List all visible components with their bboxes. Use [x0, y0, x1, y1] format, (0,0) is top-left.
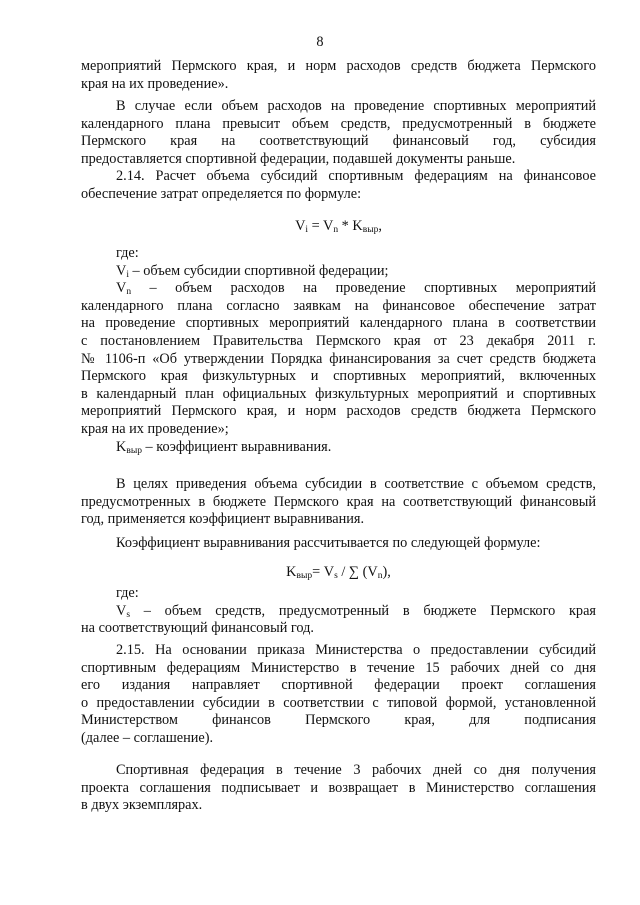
formula-subsidy: $V_i = V_n * K_{выр}$,	[295, 218, 382, 235]
text-line: о предоставлении субсидии в соответствии с типовой формой, установленной	[81, 694, 596, 711]
text-line: обеспечение затрат определяется по формуле:	[81, 185, 362, 202]
where-label: где:	[116, 585, 139, 601]
text-line: предоставляется спортивной федерации, подавшей документы раньше.	[81, 150, 516, 167]
definition-k: $K_{выр}$ – коэффициент выравнивания.	[116, 438, 332, 456]
paragraph-continuation	[81, 58, 596, 93]
paragraph-signing	[81, 762, 596, 815]
text-line: на соответствующий финансовый год.	[81, 620, 315, 637]
text-line: 2.14. Расчет объема субсидий спортивным федерациям на финансовое	[116, 168, 596, 185]
text-line: Коэффициент выравнивания рассчитывается по следующей формуле:	[116, 534, 541, 551]
text-line: края на их проведение»;	[81, 420, 229, 437]
text-line: (далее – соглашение).	[81, 729, 214, 746]
text-line: проекта соглашения подписывает и возвращает в Министерство соглашения	[81, 779, 596, 796]
text-line: с постановлением Правительства Пермского края от 23 декабря 2011 г.	[81, 332, 596, 349]
definition-vs: $V_s$ – объем средств, предусмотренный в бюджете Пермского края	[116, 602, 596, 620]
text-line: Пермского края физкультурных и спортивных мероприятий, включенных	[81, 368, 596, 385]
paragraph-subsidy-priority	[81, 98, 596, 204]
text-line: календарного плана превысит объем средств, предусмотренный в бюджете	[81, 115, 596, 132]
text-line: на проведение спортивных мероприятий календарного плана в соответствии	[81, 315, 596, 332]
text-line: год, применяется коэффициент выравнивания.	[81, 511, 365, 528]
text-line: края на их проведение».	[81, 75, 229, 92]
text-line: Министерством финансов Пермского края, для подписания	[81, 712, 596, 729]
definition-vn: $V_n$ – объем расходов на проведение спортивных мероприятий	[116, 280, 596, 298]
text-line: в двух экземплярах.	[81, 797, 203, 814]
text-line: Спортивная федерация в течение 3 рабочих дней со дня получения	[116, 762, 596, 778]
text-line: В целях приведения объема субсидии в соответствие с объемом средств,	[116, 476, 596, 492]
text-line: календарного плана согласно заявкам на финансовое обеспечение затрат	[81, 297, 596, 314]
where-label: где:	[116, 245, 139, 261]
text-line: В случае если объем расходов на проведение спортивных мероприятий	[116, 98, 596, 114]
text-line: спортивным федерациям Министерство в течение 15 рабочих дней со дня	[81, 659, 596, 676]
definitions	[81, 245, 596, 456]
text-line: 2.15. На основании приказа Министерства о предоставлении субсидий	[116, 642, 596, 658]
text-line: предусмотренных в бюджете Пермского края на соответствующий финансовый	[81, 493, 596, 510]
definition-vi: $V_i$ – объем субсидии спортивной федерации;	[116, 262, 389, 280]
page-number: 8	[316, 34, 324, 50]
paragraph-2-15	[81, 642, 596, 748]
formula-coefficient: $K_{выр}= V_s$ / ∑ $(V_n)$,	[286, 564, 391, 581]
text-line: № 1106-п «Об утверждении Порядка финансирования за счет средств бюджета	[81, 350, 596, 367]
text-line: мероприятий Пермского края, и норм расходов средств бюджета Пермского	[81, 403, 596, 420]
paragraph-alignment	[81, 476, 596, 552]
text-line: в календарный план официальных физкультурных мероприятий и спортивных	[81, 385, 596, 402]
text-line: мероприятий Пермского края, и норм расходов средств бюджета Пермского	[81, 58, 596, 74]
definitions-2	[81, 585, 596, 638]
text-line: Пермского края на соответствующий финансовый год, субсидия	[81, 133, 596, 150]
text-line: его издания направляет спортивной федерации проект соглашения	[81, 677, 596, 694]
